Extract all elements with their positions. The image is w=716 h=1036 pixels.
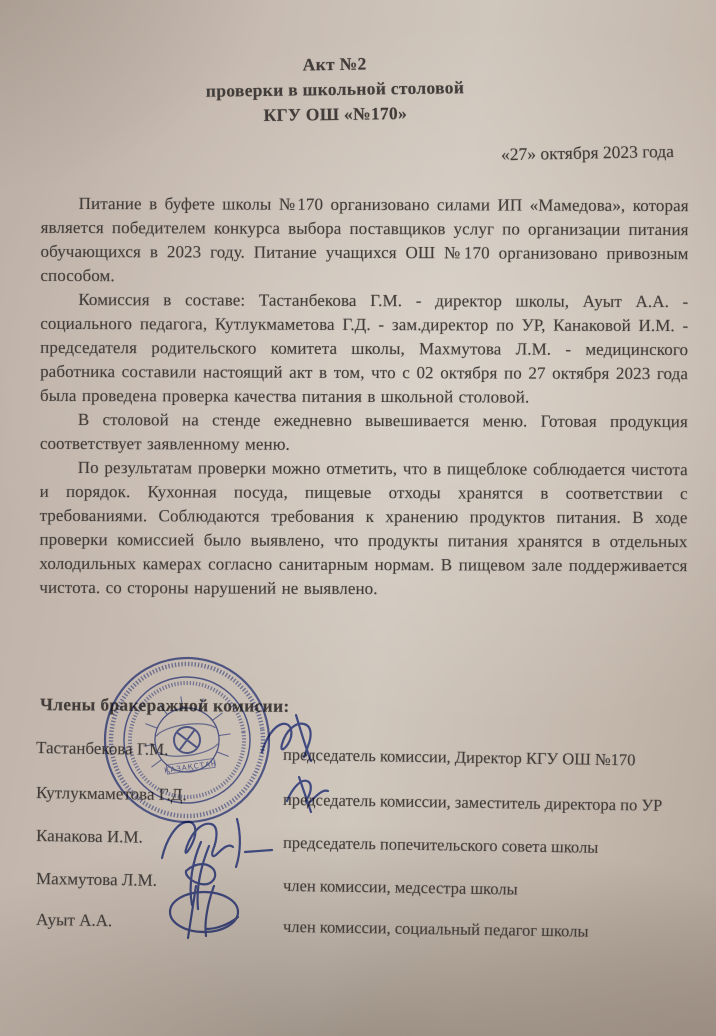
- signatory-row: [0, 737, 716, 778]
- signatory-role: член комиссии, социальный педагог школы: [282, 916, 589, 941]
- body-paragraph-3: В столовой на стенде ежедневно вывешивается меню. Готовая продукция соответствует заявленному меню.: [39, 410, 688, 454]
- act-title-line-2: проверки в школьной столовой: [205, 77, 465, 101]
- signatory-role: председатель комиссии, Директор КГУ ОШ №170: [282, 744, 636, 770]
- signatory-name: Ауыт А.А.: [35, 909, 113, 931]
- body-paragraph-4: По результатам проверки можно отметить, что в пищеблоке соблюдается чистота и порядок. Кухонная посуда, пищевые отходы хранятся в соответствии с требованиями. Соблюдаются требования к хранению продуктов питания. В ходе проверки комиссией было выявлено, что продукты питания хранятся в отдельных холодильных камерах согласно санитарным нормам. В пищевом зале поддерживается чистота. со стороны нарушений не выявлено.: [39, 458, 688, 599]
- signatory-role: член комиссии, медсестра школы: [282, 875, 518, 899]
- signatures-heading: Члены бракеражной комисии:: [39, 694, 290, 716]
- act-title-line-1: Акт №2: [302, 53, 367, 75]
- act-body: [39, 192, 688, 602]
- signatory-name: Махмутова Л.М.: [35, 868, 158, 890]
- body-paragraph-2: Комиссия в составе: Тастанбекова Г.М. - директор школы, Ауыт А.А. - социального педагога, Кутлукмаметова Г.Д. - зам.директор по УР, Канаковой И.М. - председателя родительского комитета школы, Махмутова Л.М. - медицинского работника составили настоящий акт в том, что с 02 октября по 27 октября 2023 года была проведена проверка качества питания в школьной столовой.: [39, 290, 689, 407]
- signatory-role: председатель попечительского совета школы: [282, 832, 599, 857]
- signatory-row: [0, 782, 716, 823]
- act-title: [40, 48, 631, 131]
- signatory-name: Тастанбекова Г.М.: [35, 737, 169, 760]
- act-date: «27» октября 2023 года: [500, 140, 675, 165]
- signatory-row: [0, 909, 716, 950]
- act-title-line-3: КГУ ОШ «№170»: [263, 102, 408, 125]
- body-paragraph-1: Питание в буфете школы №170 организовано силами ИП «Мамедова», которая является победителем конкурса выбора поставщиков услуг по организации питания обучающихся в 2023 году. Питание учащихся ОШ №170 организовано привозным способом.: [40, 194, 689, 286]
- signatory-row: [0, 825, 716, 866]
- signatory-row: [0, 868, 716, 909]
- signatory-name: Кутлукмаметова Г.Д.: [35, 782, 187, 805]
- stamp-country-text: ҚАЗАҚСТАН: [163, 758, 218, 775]
- signatory-role: председатель комиссии, заместитель директора по УР: [282, 789, 663, 815]
- signatory-name: Канакова И.М.: [35, 825, 143, 847]
